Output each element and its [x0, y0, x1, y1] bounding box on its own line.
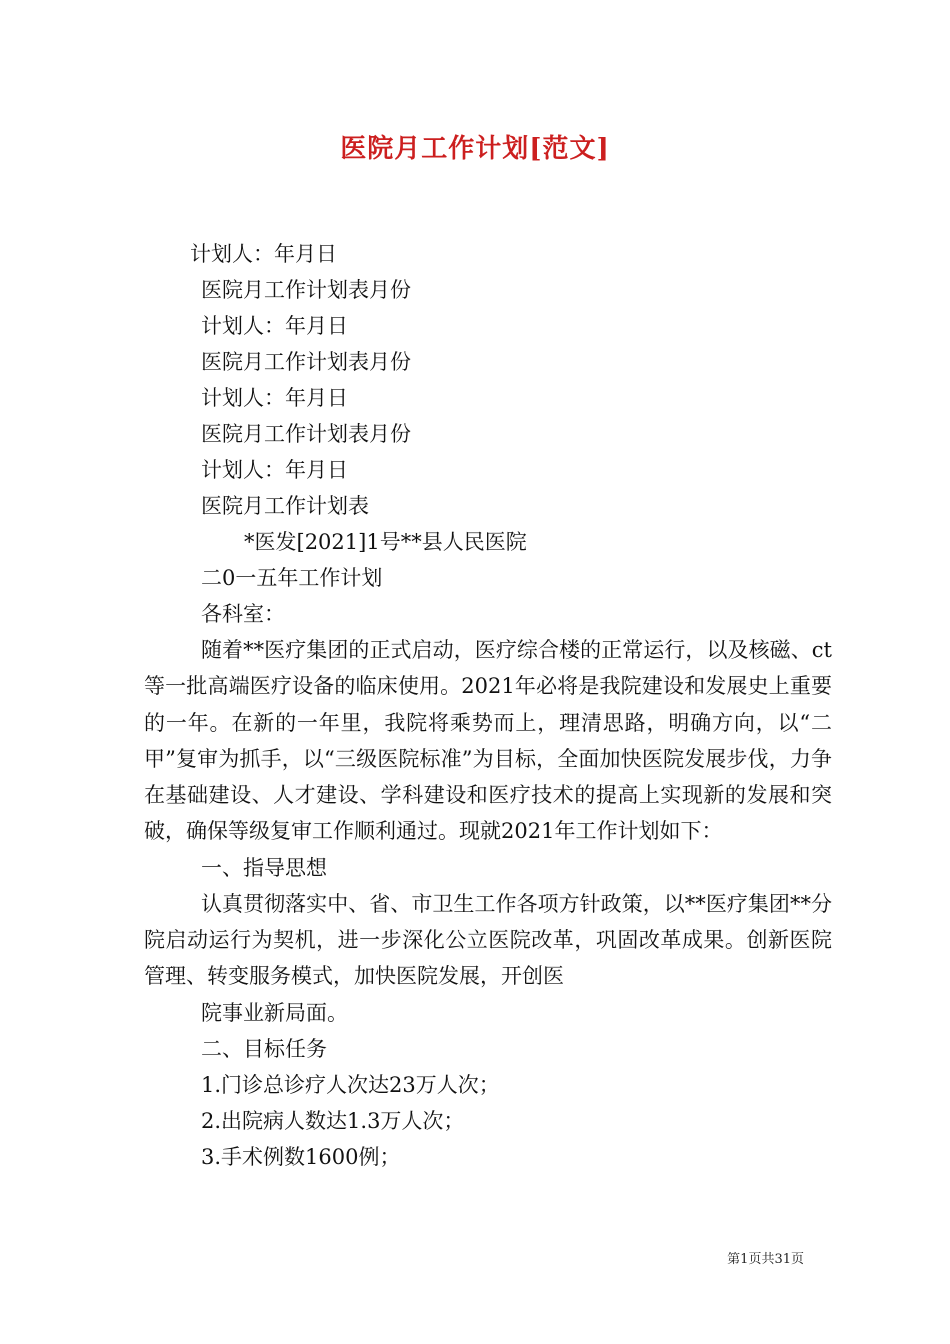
page-number: 第1页共31页 — [727, 1252, 804, 1267]
section-heading: 二、目标任务 — [201, 1036, 327, 1061]
text-line: 医院月工作计划表月份 — [201, 278, 411, 302]
list-item: 1.门诊总诊疗人次达23万人次； — [201, 1072, 500, 1097]
paragraph-guiding: 认真贯彻落实中、省、市卫生工作各项方针政策，以**医疗集团**分院启动运行为契机，进一步深化公立医院改革，巩固改革成果。创新医院管理、转变服务模式，加快医院发展，开创医 — [144, 891, 832, 989]
document-body — [144, 236, 832, 1175]
text-line: 二0一五年工作计划 — [201, 566, 383, 590]
text-line: 计划人：年月日 — [201, 386, 348, 410]
document-title: 医院月工作计划[范文] — [340, 134, 610, 164]
text-line: 计划人：年月日 — [201, 314, 348, 338]
text-line: 医院月工作计划表 — [201, 494, 369, 518]
text-line: 计划人：年月日 — [190, 242, 337, 266]
text-line: 计划人：年月日 — [201, 458, 348, 482]
document-number-line: *医发[2021]1号**县人民医院 — [244, 530, 527, 554]
page-footer — [727, 1248, 804, 1267]
section-heading: 一、指导思想 — [201, 855, 327, 880]
list-item: 3.手术例数1600例； — [201, 1144, 401, 1169]
text-line: 医院月工作计划表月份 — [201, 422, 411, 446]
paragraph-continuation: 院事业新局面。 — [201, 1000, 348, 1025]
list-item: 2.出院病人数达1.3万人次； — [201, 1108, 465, 1133]
text-line: 医院月工作计划表月份 — [201, 350, 411, 374]
paragraph-intro: 随着**医疗集团的正式启动，医疗综合楼的正常运行，以及核磁、ct等一批高端医疗设备的临床使用。2021年必将是我院建设和发展史上重要的一年。在新的一年里，我院将乘势而上，理清思路，明确方向，以“二甲”复审为抓手，以“三级医院标准”为目标，全面加快医院发展步伐，力争在基础建设、人才建设、学科建设和医疗技术的提高上实现新的发展和突破，确保等级复审工作顺利通过。现就2021年工作计划如下： — [144, 638, 832, 844]
salutation: 各科室： — [201, 602, 285, 626]
